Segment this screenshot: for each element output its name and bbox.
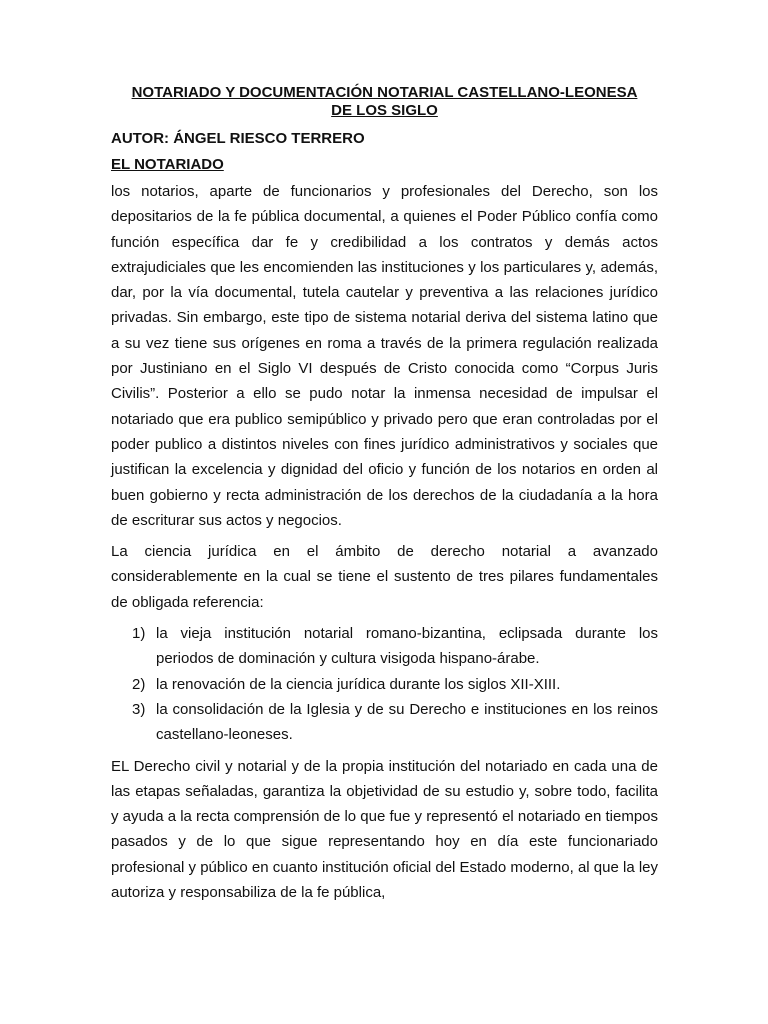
section-heading: EL NOTARIADO bbox=[111, 156, 224, 173]
list-item-number: 3) bbox=[132, 700, 146, 718]
document-title bbox=[111, 84, 658, 120]
paragraph-ciencia-juridica: La ciencia jurídica en el ámbito de derecho notarial a avanzado considerablemente en la cual se tiene el sustento de tres pilares fundamentales de obligada referencia: bbox=[111, 543, 658, 611]
list-item-text: la consolidación de la Iglesia y de su Derecho e instituciones en los reinos castellano-leoneses. bbox=[156, 700, 658, 744]
title-line-2: DE LOS SIGLO bbox=[331, 102, 438, 119]
list-item-text: la vieja institución notarial romano-bizantina, eclipsada durante los periodos de dominación y cultura visigoda hispano-árabe. bbox=[156, 625, 658, 668]
author-line: AUTOR: ÁNGEL RIESCO TERRERO bbox=[111, 130, 365, 147]
list-item-text: la renovación de la ciencia jurídica durante los siglos XII-XIII. bbox=[156, 675, 561, 693]
paragraph-notarios: los notarios, aparte de funcionarios y profesionales del Derecho, son los depositarios de la fe pública documental, a quienes el Poder Público confía como función específica dar fe y credibilidad a los contratos y demás actos extrajudiciales que les encomienden las instituciones y los particulares y, además, dar, por la vía documental, tutela cautelar y preventiva a las relaciones jurídico privadas. Sin embargo, este tipo de sistema notarial deriva del sistema latino que a su vez tiene sus orígenes en roma a través de la primera regulación realizada por Justiniano en el Siglo VI después de Cristo conocida como “Corpus Juris Civilis”. Posterior a ello se pudo notar la inmensa necesidad de impulsar el notariado que era publico semipúblico y privado pero que eran controladas por el poder publico a distintos niveles con fines jurídico administrativos y sociales que justifican la excelencia y dignidad del oficio y función de los notarios en orden al buen gobierno y recta administración de los derechos de la ciudadanía a la hora de escriturar sus actos y negocios. bbox=[111, 183, 658, 529]
list-item-number: 1) bbox=[132, 625, 146, 643]
title-line-1: NOTARIADO Y DOCUMENTACIÓN NOTARIAL CASTELLANO-LEONESA bbox=[131, 84, 638, 101]
document-page bbox=[111, 84, 658, 911]
list-item bbox=[111, 621, 658, 672]
list-item bbox=[111, 697, 658, 748]
paragraph-derecho-civil: EL Derecho civil y notarial y de la propia institución del notariado en cada una de las etapas señaladas, garantiza la objetividad de su estudio y, sobre todo, facilita y ayuda a la recta comprensión de lo que fue y representó el notariado en tiempos pasados y de lo que sigue representando hoy en día este funcionariado profesional y público en cuanto institución oficial del Estado moderno, al que la ley autoriza y responsabiliza de la fe pública, bbox=[111, 757, 659, 902]
pillars-list bbox=[111, 621, 658, 747]
list-item-number: 2) bbox=[132, 675, 146, 693]
list-item bbox=[111, 672, 658, 697]
